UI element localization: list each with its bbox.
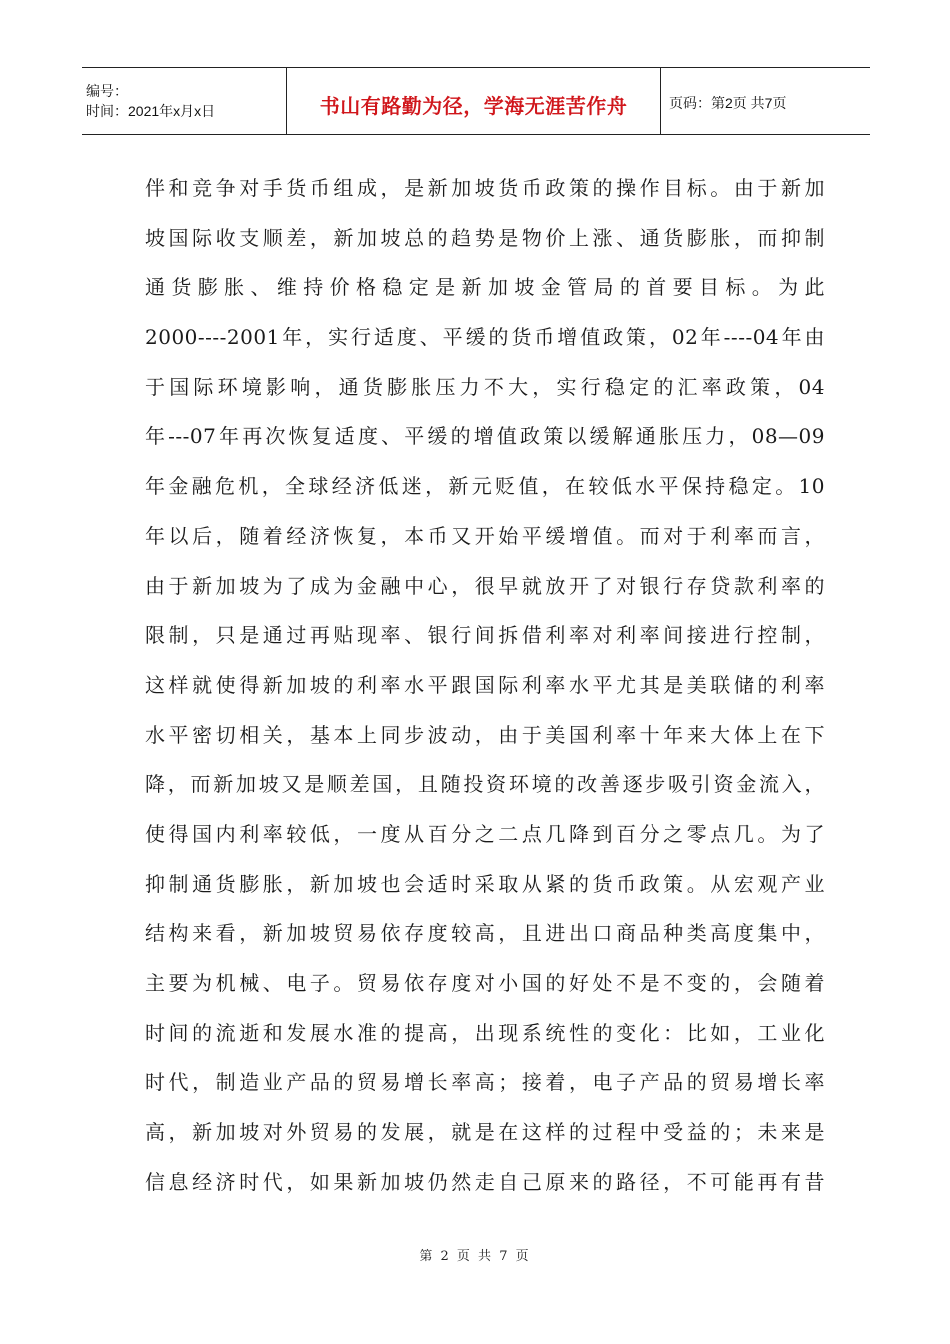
body-line: 于国际环境影响，通货膨胀压力不大，实行稳定的汇率政策，04: [145, 374, 825, 399]
page-header: [82, 67, 870, 135]
body-line: 使得国内利率较低，一度从百分之二点几降到百分之零点几。为了: [145, 821, 825, 846]
body-line: 抑制通货膨胀，新加坡也会适时采取从紧的货币政策。从宏观产业: [145, 871, 825, 896]
body-line: 主要为机械、电子。贸易依存度对小国的好处不是不变的，会随着: [145, 971, 825, 995]
body-line: 高，新加坡对外贸易的发展，就是在这样的过程中受益的；未来是: [145, 1120, 825, 1145]
body-paragraph: [145, 164, 825, 1207]
body-line: 年---07年再次恢复适度、平缓的增值政策以缓解通胀压力，08—09: [145, 424, 825, 449]
body-line: 坡国际收支顺差，新加坡总的趋势是物价上涨、通货膨胀，而抑制: [145, 225, 825, 250]
body-line: 水平密切相关，基本上同步波动，由于美国利率十年来大体上在下: [145, 722, 825, 747]
body-line: 2000----2001年，实行适度、平缓的货币增值政策，02年----04年由: [145, 325, 825, 350]
page-footer: 第 2 页 共 7 页: [419, 1249, 531, 1264]
body-line: 这样就使得新加坡的利率水平跟国际利率水平尤其是美联储的利率: [145, 672, 825, 697]
body-line: 结构来看，新加坡贸易依存度较高，且进出口商品种类高度集中，: [145, 921, 825, 946]
body-line: 伴和竞争对手货币组成，是新加坡货币政策的操作目标。由于新加: [145, 176, 825, 200]
body-line: 降，而新加坡又是顺差国，且随投资环境的改善逐步吸引资金流入，: [145, 772, 825, 797]
header-page-info: 页码：第2页 共7页: [669, 95, 787, 111]
header-meta: [82, 68, 287, 134]
body-line: 时间的流逝和发展水准的提高，出现系统性的变化：比如，工业化: [145, 1020, 825, 1045]
document-time-label: 时间：2021年x月x日: [86, 103, 216, 119]
header-motto: 书山有路勤为径，学海无涯苦作舟: [287, 68, 661, 134]
body-line: 时代，制造业产品的贸易增长率高；接着，电子产品的贸易增长率: [145, 1070, 825, 1095]
body-line: 限制，只是通过再贴现率、银行间拆借利率对利率间接进行控制，: [145, 623, 825, 648]
body-line: 信息经济时代，如果新加坡仍然走自己原来的路径，不可能再有昔: [145, 1169, 825, 1194]
document-number-label: 编号：: [86, 83, 128, 99]
body-line: 通货膨胀、维持价格稳定是新加坡金管局的首要目标。为此: [145, 275, 825, 300]
body-line: 由于新加坡为了成为金融中心，很早就放开了对银行存贷款利率的: [145, 573, 825, 598]
body-line: 年金融危机，全球经济低迷，新元贬值，在较低水平保持稳定。10: [145, 474, 825, 499]
body-line: 年以后，随着经济恢复，本币又开始平缓增值。而对于利率而言，: [145, 523, 825, 548]
